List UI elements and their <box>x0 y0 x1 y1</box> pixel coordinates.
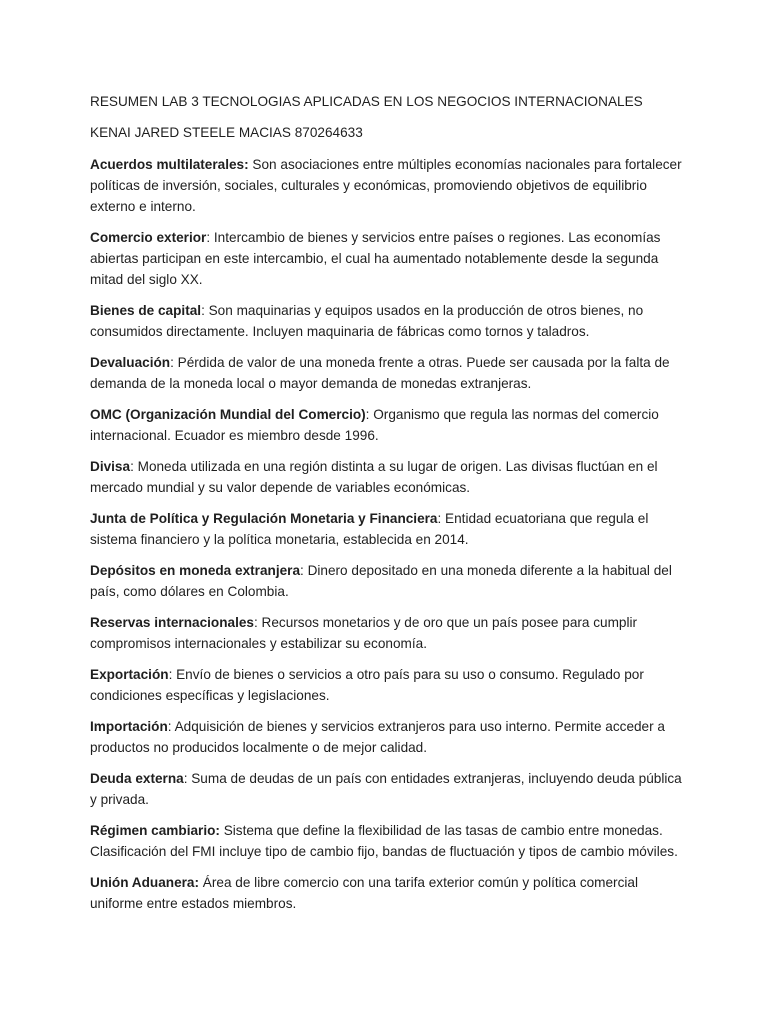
entry-definition: : Pérdida de valor de una moneda frente a otras. Puede ser causada por la falta de demanda de la moneda local o mayor demanda de monedas extranjeras. <box>90 355 670 391</box>
entry-term: Divisa <box>90 459 131 474</box>
entry-definition: : Intercambio de bienes y servicios entre países o regiones. Las economías abiertas participan en este intercambio, el cual ha aumentado notablemente desde la segunda mitad del siglo XX. <box>90 230 661 287</box>
glossary-entry <box>90 820 688 862</box>
glossary-entry <box>90 768 688 810</box>
entry-term: OMC (Organización Mundial del Comercio) <box>90 407 366 422</box>
entry-definition: Sistema que define la flexibilidad de las tasas de cambio entre monedas. Clasificación del FMI incluye tipo de cambio fijo, bandas de fluctuación y tipos de cambio móviles. <box>90 823 678 859</box>
entry-definition: Área de libre comercio con una tarifa exterior común y política comercial uniforme entre estados miembros. <box>90 875 638 911</box>
entry-term: Reservas internacionales <box>90 615 254 630</box>
entry-definition: : Envío de bienes o servicios a otro país para su uso o consumo. Regulado por condiciones específicas y legislaciones. <box>90 667 644 703</box>
entry-term: Régimen cambiario: <box>90 823 220 838</box>
glossary-entry <box>90 872 688 914</box>
glossary-entry <box>90 227 688 290</box>
entry-definition: : Recursos monetarios y de oro que un país posee para cumplir compromisos internacionales y estabilizar su economía. <box>90 615 638 651</box>
glossary-entry <box>90 154 688 217</box>
entry-definition: : Suma de deudas de un país con entidades extranjeras, incluyendo deuda pública y privada. <box>90 771 682 807</box>
entry-definition: : Dinero depositado en una moneda diferente a la habitual del país, como dólares en Colombia. <box>90 563 672 599</box>
entry-definition: : Son maquinarias y equipos usados en la producción de otros bienes, no consumidos directamente. Incluyen maquinaria de fábricas como tornos y taladros. <box>90 303 644 339</box>
glossary-entry <box>90 612 688 654</box>
entry-definition: : Organismo que regula las normas del comercio internacional. Ecuador es miembro desde 1996. <box>90 407 659 443</box>
entry-definition: : Moneda utilizada en una región distinta a su lugar de origen. Las divisas fluctúan en el mercado mundial y su valor depende de variables económicas. <box>90 459 658 495</box>
glossary-entry <box>90 664 688 706</box>
glossary-entry <box>90 404 688 446</box>
entry-term: Acuerdos multilaterales: <box>90 157 249 172</box>
entry-term: Devaluación <box>90 355 171 370</box>
entry-term: Comercio exterior <box>90 230 207 245</box>
glossary-entry <box>90 716 688 758</box>
entry-definition: Son asociaciones entre múltiples economías nacionales para fortalecer políticas de inversión, sociales, culturales y económicas, promoviendo objetivos de equilibrio externo e interno. <box>90 157 682 214</box>
document-author: KENAI JARED STEELE MACIAS 870264633 <box>90 125 363 140</box>
entry-term: Bienes de capital <box>90 303 202 318</box>
entry-term: Depósitos en moneda extranjera <box>90 563 301 578</box>
entry-term: Unión Aduanera: <box>90 875 200 890</box>
glossary-entry <box>90 300 688 342</box>
entry-definition: : Adquisición de bienes y servicios extranjeros para uso interno. Permite acceder a productos no producidos localmente o de mejor calidad. <box>90 719 665 755</box>
entry-term: Junta de Política y Regulación Monetaria y Financiera <box>90 511 438 526</box>
glossary-entry <box>90 456 688 498</box>
glossary-entry <box>90 560 688 602</box>
entry-term: Deuda externa <box>90 771 184 786</box>
glossary-entry <box>90 352 688 394</box>
entry-term: Exportación <box>90 667 169 682</box>
entry-definition: : Entidad ecuatoriana que regula el sistema financiero y la política monetaria, establecida en 2014. <box>90 511 649 547</box>
glossary-entry <box>90 508 688 550</box>
document-title: RESUMEN LAB 3 TECNOLOGIAS APLICADAS EN LOS NEGOCIOS INTERNACIONALES <box>90 94 643 109</box>
entry-term: Importación <box>90 719 168 734</box>
